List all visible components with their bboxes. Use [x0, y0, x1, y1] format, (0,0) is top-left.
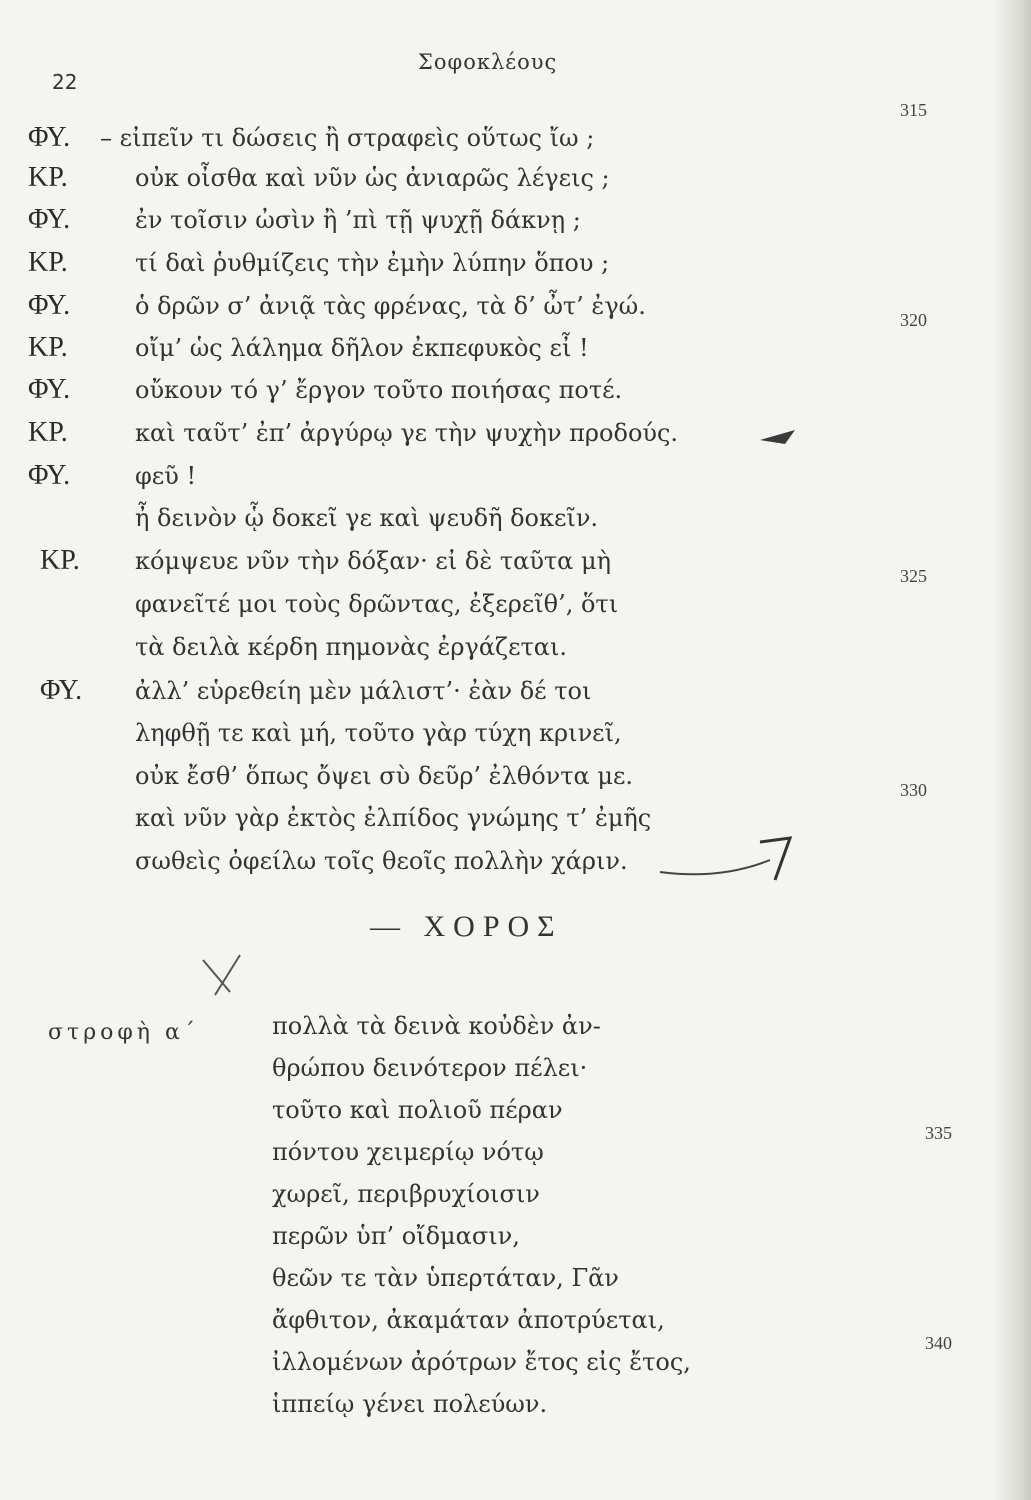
ode-line: περῶν ὑπ’ οἴδμασιν,	[272, 1222, 520, 1250]
verse-line: καὶ ταῦτ’ ἐπ’ ἀργύρῳ γε τὴν ψυχὴν προδούς.	[135, 419, 679, 447]
verse-line: ὁ δρῶν σ’ ἀνιᾷ τὰς φρένας, τὰ δ’ ὦτ’ ἐγώ.	[135, 292, 646, 320]
speaker-label: ΚΡ.	[28, 162, 68, 193]
line-number: 330	[900, 780, 927, 800]
speaker-label: ΦΥ.	[40, 675, 83, 706]
speaker-label: ΦΥ.	[28, 290, 71, 321]
speaker-label: ΦΥ.	[28, 374, 71, 405]
verse-line: τί δαὶ ῥυθμίζεις τὴν ἐμὴν λύπην ὅπου ;	[135, 249, 610, 277]
book-spine-shadow	[995, 0, 1031, 1500]
line-number: 335	[925, 1123, 952, 1143]
ode-line: πόντου χειμερίῳ νότῳ	[272, 1138, 544, 1166]
speaker-label: ΚΡ.	[40, 545, 80, 576]
verse-line: – εἰπεῖν τι δώσεις ἢ στραφεὶς οὕτως ἴω ;	[100, 124, 595, 152]
ode-line: χωρεῖ, περιβρυχίοισιν	[272, 1180, 540, 1208]
ode-line: ἰλλομένων ἀρότρων ἔτος εἰς ἔτος,	[272, 1348, 691, 1376]
running-head: Σοφοκλέους	[418, 50, 558, 74]
speaker-label: ΚΡ.	[28, 332, 68, 363]
ode-line: θεῶν τε τὰν ὑπερτάταν, Γᾶν	[272, 1264, 619, 1292]
page-number: 22	[52, 70, 78, 94]
pencil-mark-underline	[650, 830, 800, 890]
speaker-label: ΦΥ.	[28, 122, 71, 153]
verse-line: φανεῖτέ μοι τοὺς δρῶντας, ἐξερεῖθ’, ὅτι	[135, 590, 619, 618]
ode-line: θρώπου δεινότερον πέλει·	[272, 1054, 588, 1082]
pencil-mark-arrow	[755, 418, 815, 448]
verse-line: ἐν τοῖσιν ὠσὶν ἢ ’πὶ τῇ ψυχῇ δάκνῃ ;	[135, 206, 581, 234]
verse-line: οὐκ οἶσθα καὶ νῦν ὡς ἀνιαρῶς λέγεις ;	[135, 164, 610, 192]
verse-line: οἴμ’ ὡς λάλημα δῆλον ἐκπεφυκὸς εἶ !	[135, 334, 589, 362]
ode-line: πολλὰ τὰ δεινὰ κοὐδὲν ἀν-	[272, 1012, 601, 1040]
verse-line: κόμψευε νῦν τὴν δόξαν· εἰ δὲ ταῦτα μὴ	[135, 547, 611, 575]
chorus-heading: — ΧΟΡΟΣ	[370, 910, 563, 943]
verse-line: ἀλλ’ εὑρεθείη μὲν μάλιστ’· ἐὰν δέ τοι	[135, 677, 592, 705]
verse-line: ληφθῇ τε καὶ μή, τοῦτο γὰρ τύχη κρινεῖ,	[135, 719, 622, 747]
verse-line: οὐκ ἔσθ’ ὅπως ὄψει σὺ δεῦρ’ ἐλθόντα με.	[135, 762, 634, 790]
ode-line: τοῦτο καὶ πολιοῦ πέραν	[272, 1096, 563, 1124]
verse-line: καὶ νῦν γὰρ ἐκτὸς ἐλπίδος γνώμης τ’ ἐμῆς	[135, 804, 652, 832]
line-number: 340	[925, 1333, 952, 1353]
line-number: 325	[900, 566, 927, 586]
speaker-label: ΚΡ.	[28, 247, 68, 278]
strophe-label: στροφὴ α΄	[48, 1020, 199, 1045]
line-number: 315	[900, 100, 927, 120]
verse-line: οὔκουν τό γ’ ἔργον τοῦτο ποιήσας ποτέ.	[135, 376, 623, 404]
speaker-label: ΦΥ.	[28, 204, 71, 235]
ode-line: ἱππείῳ γένει πολεύων.	[272, 1390, 548, 1418]
speaker-label: ΦΥ.	[28, 460, 71, 491]
verse-line: φεῦ !	[135, 462, 197, 490]
verse-line: ἦ δεινὸν ᾧ δοκεῖ γε καὶ ψευδῆ δοκεῖν.	[135, 504, 599, 532]
verse-line: σωθεὶς ὀφείλω τοῖς θεοῖς πολλὴν χάριν.	[135, 847, 628, 875]
line-number: 320	[900, 310, 927, 330]
speaker-label: ΚΡ.	[28, 417, 68, 448]
pencil-mark-cross	[195, 950, 255, 1000]
ode-line: ἄφθιτον, ἀκαμάταν ἀποτρύεται,	[272, 1306, 665, 1334]
verse-line: τὰ δειλὰ κέρδη πημονὰς ἐργάζεται.	[135, 633, 568, 661]
